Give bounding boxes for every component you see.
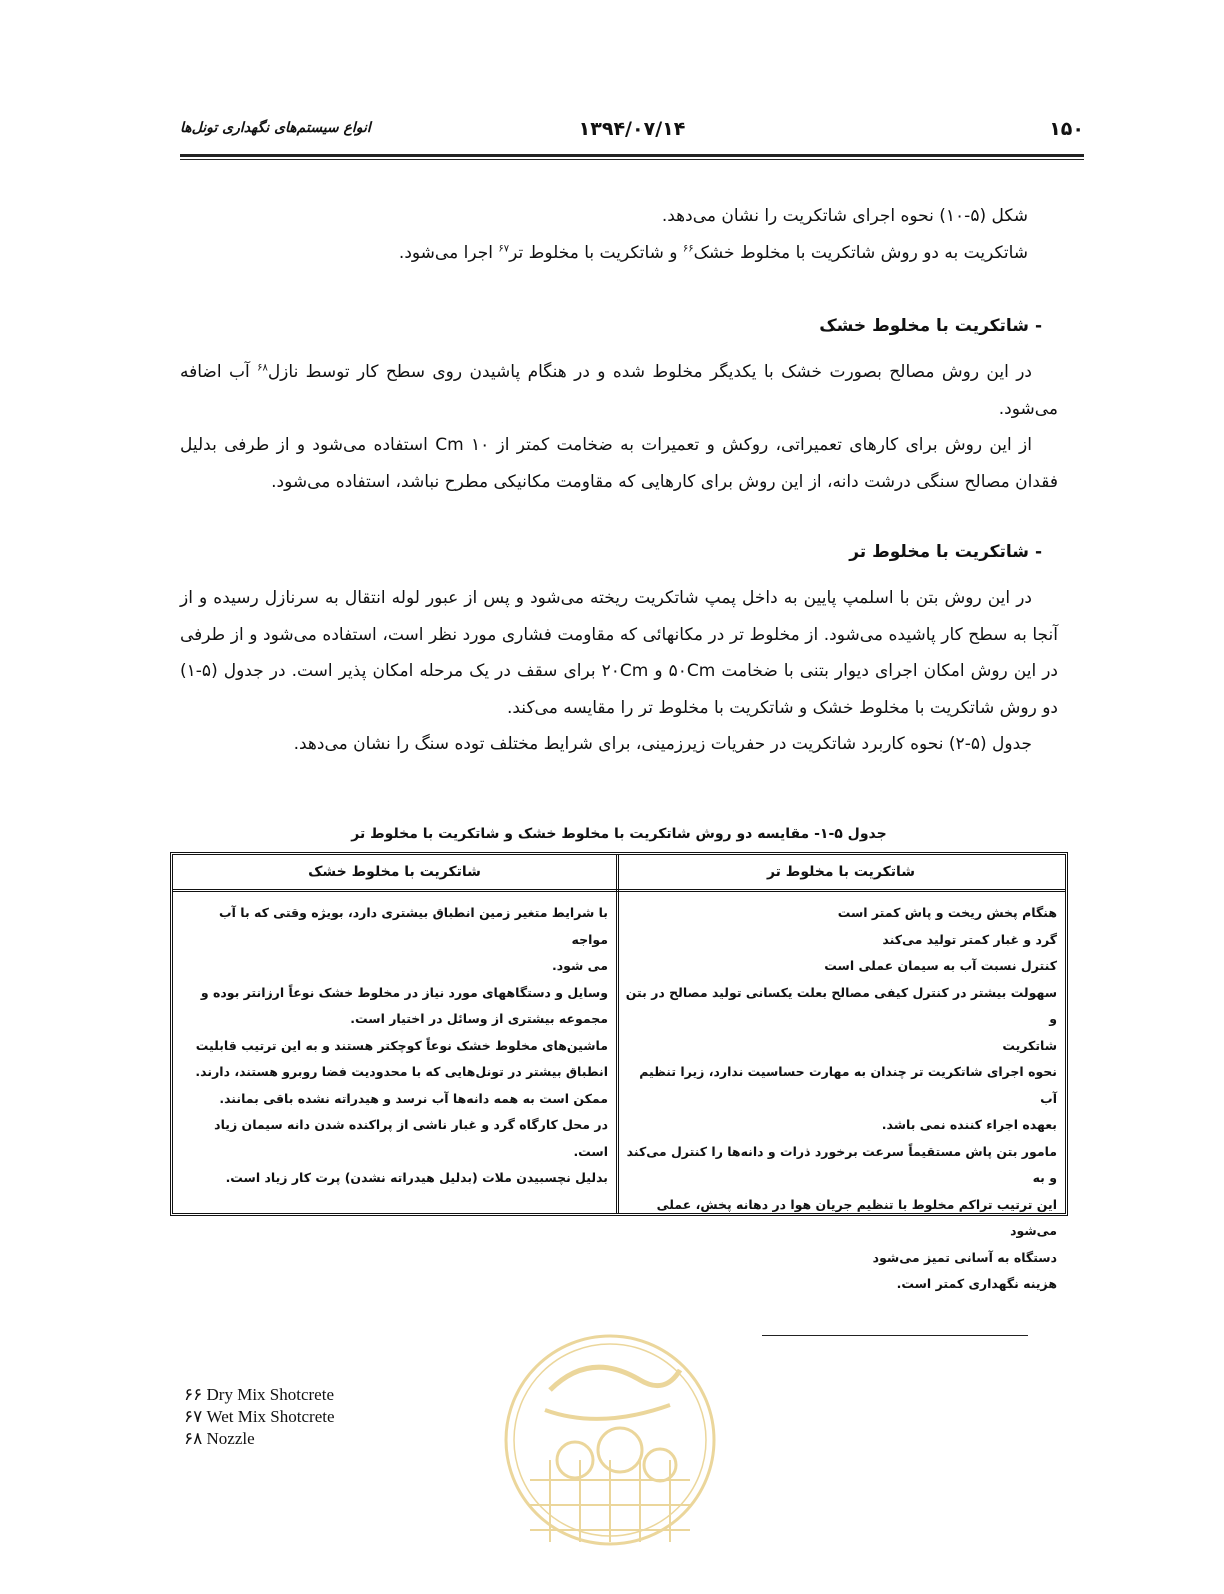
dry-column-body [173,892,616,1192]
page-number: ۱۵۰ [1049,118,1084,140]
page-header [180,118,1084,148]
footnotes [184,1384,335,1450]
header-rule-thick [180,154,1084,157]
intro-line-2: شاتکریت به دو روش شاتکریت با مخلوط خشک$^{۶۶}$ و شاتکریت با مخلوط تر$^{۶۷}$ اجرا می‌شود. [398,242,1028,263]
intro-paragraph [328,198,1028,271]
dry-column [173,855,619,1213]
dry-section-body [180,354,1058,500]
dry-column-header: شاتکریت با مخلوط خشک [173,855,616,892]
wet-paragraph-1: در این روش بتن با اسلمپ پایین به داخل پمپ شاتکریت ریخته می‌شود و پس از عبور لوله انتقال به سرنازل رسیده و از آنجا به سطح کار پاشیده می‌شود. از مخلوط تر در مکانهائی که مقاومت فشاری مورد نظر است، استفاده می‌شود و از طرفی در این روش امکان اجرای دیوار بتنی با ضخامت ۵۰Cm و ۲۰Cm برای سقف در یک مرحله امکان پذیر است. در جدول (۵-۱) دو روش شاتکریت با مخلوط خشک و شاتکریت با مخلوط تر را مقایسه می‌کند. [180,588,1058,718]
dry-table-line: بدلیل نچسبیدن ملات (بدلیل هیدراته نشدن) پرت کار زیاد است. [225,1170,608,1185]
wet-paragraph-2: جدول (۵-۲) نحوه کاربرد شاتکریت در حفریات زیرزمینی، برای شرایط مختلف توده سنگ را نشان می‌دهد. [293,734,1032,754]
dry-table-line: در محل کارگاه گرد و غبار ناشی از پراکنده شدن دانه سیمان زیاد است. [214,1117,608,1159]
wet-column [617,855,1065,1291]
wet-table-line: سهولت بیشتر در کنترل کیفی مصالح بعلت یکسانی تولید مصالح در بتن و [625,984,1057,1026]
footnote-separator [762,1335,1028,1336]
wet-column-body [617,892,1065,1298]
footnote-67: ۶۷ Wet Mix Shotcrete [184,1407,335,1426]
chapter-title: انواع سیستم‌های نگهداری تونل‌ها [180,120,371,136]
wet-table-line: نحوه اجرای شاتکریت تر چندان به مهارت حساسیت ندارد، زیرا تنظیم آب [639,1064,1057,1106]
wet-table-line: هنگام پخش ریخت و پاش کمتر است [837,905,1057,920]
wet-table-line: کنترل نسبت آب به سیمان عملی است [824,958,1057,973]
footnote-68: ۶۸ Nozzle [184,1429,255,1448]
dry-section-heading: - شاتکریت با مخلوط خشک [819,316,1042,336]
dry-paragraph-2: از این روش برای کارهای تعمیراتی، روکش و تعمیرات به ضخامت کمتر از ۱۰ Cm استفاده می‌شود و از طرفی بدلیل فقدان مصالح سنگی درشت دانه، از این روش برای کارهایی که مقاومت مکانیکی مطرح نباشد، استفاده می‌شود. [180,435,1058,492]
dry-table-line: وسایل و دستگاههای مورد نیاز در مخلوط خشک نوعاً ارزانتر بوده و [200,984,608,1000]
dry-table-line: ماشین‌های مخلوط خشک نوعاً کوچکتر هستند و به این ترتیب قابلیت [195,1037,608,1053]
watermark-seal-icon [490,1310,730,1590]
wet-table-line: شاتکریت [1002,1037,1057,1053]
wet-table-line: می‌شود [1010,1223,1057,1238]
wet-table-line: بعهده اجراء کننده نمی باشد. [881,1117,1057,1132]
wet-table-line: دستگاه به آسانی تمیز می‌شود [872,1249,1057,1265]
watermark-logo [490,1310,730,1590]
dry-paragraph-1: در این روش مصالح بصورت خشک با یکدیگر مخلوط شده و در هنگام پاشیدن روی سطح کار توسط نازل$^{۶۸}$ آب اضافه می‌شود. [180,362,1058,419]
dry-table-line: با شرایط متغیر زمین انطباق بیشتری دارد، بویژه وقتی که با آب مواجه [219,905,608,947]
wet-column-header: شاتکریت با مخلوط تر [617,855,1065,892]
wet-table-line: هزینه نگهداری کمتر است. [896,1276,1057,1291]
wet-table-line: این ترتیب تراکم مخلوط با تنظیم جریان هوا در دهانه پخش، عملی [656,1196,1057,1212]
footnote-66: ۶۶ Dry Mix Shotcrete [184,1385,334,1404]
header-rule-thin [180,159,1084,160]
wet-section-heading: - شاتکریت با مخلوط تر [849,542,1042,562]
wet-table-line: گرد و غبار کمتر تولید می‌کند [882,931,1057,947]
header-date: ۱۳۹۴/۰۷/۱۴ [578,118,686,140]
dry-table-line: مجموعه بیشتری از وسائل در اختیار است. [350,1011,608,1026]
table-caption: جدول ۵-۱- مقایسه دو روش شاتکریت با مخلوط خشک و شاتکریت با مخلوط تر [351,826,887,842]
comparison-table [170,852,1068,1291]
dry-table-line: ممکن است به همه دانه‌ها آب نرسد و هیدراته نشده باقی بمانند. [219,1090,608,1106]
intro-line-1: شکل (۵-۱۰) نحوه اجرای شاتکریت را نشان می‌دهد. [661,206,1028,226]
wet-table-line: مامور بتن پاش مستقیماً سرعت برخورد ذرات و دانه‌ها را کنترل می‌کند و به [626,1143,1057,1185]
dry-table-line: انطباق بیشتر در تونل‌هایی که با محدودیت فضا روبرو هستند، دارند. [195,1064,608,1079]
dry-table-line: می شود. [551,958,608,973]
wet-section-body [180,580,1058,763]
